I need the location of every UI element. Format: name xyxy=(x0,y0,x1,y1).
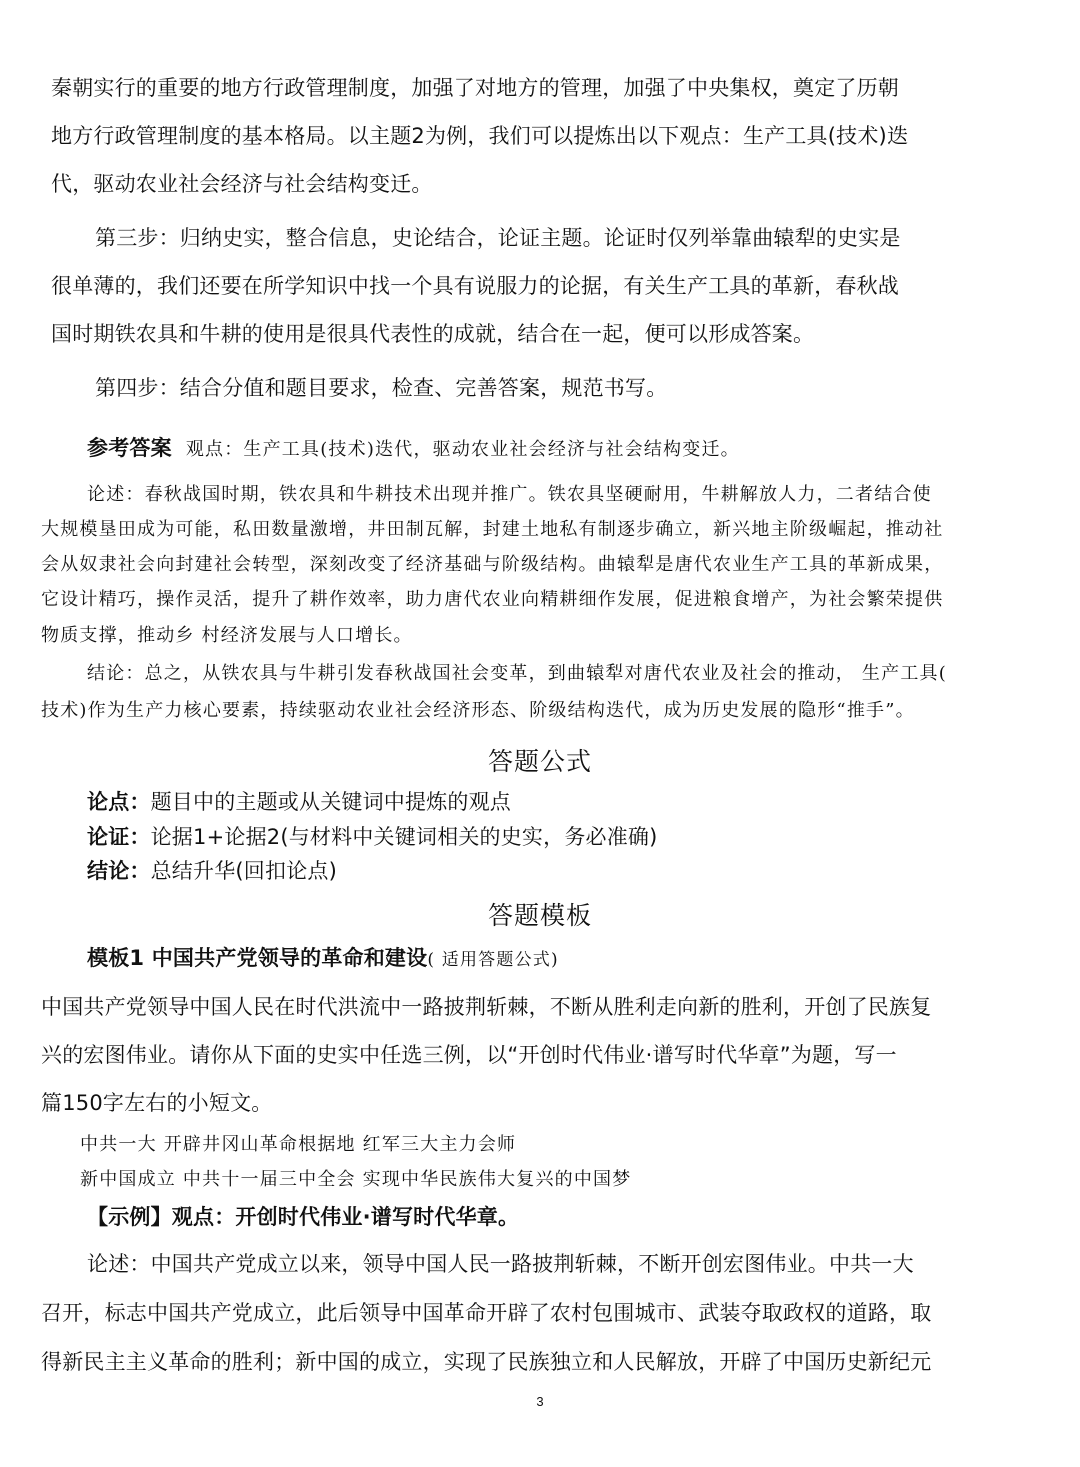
reference-label: 参考答案 xyxy=(87,436,172,460)
step3-line-3: 国时期铁农具和牛耕的使用是很具代表性的成就，结合在一起，便可以形成答案。 xyxy=(51,322,815,346)
formula-item-thesis xyxy=(87,786,511,816)
example-body-line-1: 论述：中国共产党成立以来，领导中国人民一路披荆斩棘，不断开创宏图伟业。中共一大 xyxy=(87,1252,914,1276)
formula-item-argument xyxy=(87,821,658,851)
reference-argument-line-3: 会从奴隶社会向封建社会转型，深刻改变了经济基础与阶级结构。曲辕犁是唐代农业生产工具的革新成果， xyxy=(41,554,944,575)
reference-argument-line-2: 大规模垦田成为可能，私田数量激增，井田制瓦解，封建土地私有制逐步确立，新兴地主阶级崛起，推动社 xyxy=(41,519,944,540)
template-heading-line xyxy=(87,942,559,972)
reference-argument-line-5: 物质支撑，推动乡 村经济发展与人口增长。 xyxy=(41,625,413,646)
step3-line-2: 很单薄的，我们还要在所学知识中找一个具有说服力的论据，有关生产工具的革新，春秋战 xyxy=(51,274,899,298)
template-title: 答题模板 xyxy=(487,901,592,930)
template-question-line-1: 中国共产党领导中国人民在时代洪流中一路披荆斩棘，不断从胜利走向新的胜利，开创了民族复 xyxy=(41,995,932,1019)
formula-item-text: 论据1+论据2(与材料中关键词相关的史实，务必准确) xyxy=(150,825,658,849)
formula-item-label: 论证： xyxy=(87,825,151,849)
reference-conclusion-line-1: 结论：总之，从铁农具与牛耕引发春秋战国社会变革，到曲辕犁对唐代农业及社会的推动， 生产工具( xyxy=(87,663,947,684)
page-number: 3 xyxy=(536,1394,544,1409)
formula-item-conclusion xyxy=(87,855,337,885)
reference-argument-line-4: 它设计精巧，操作灵活，提升了耕作效率，助力唐代农业向精耕细作发展，促进粮食增产，为社会繁荣提供 xyxy=(41,589,944,610)
intro-line-1: 秦朝实行的重要的地方行政管理制度，加强了对地方的管理，加强了中央集权，奠定了历朝 xyxy=(51,76,899,100)
reference-argument-line-1: 论述：春秋战国时期，铁农具和牛耕技术出现并推广。铁农具坚硬耐用，牛耕解放人力，二者结合使 xyxy=(87,484,932,505)
formula-item-label: 论点： xyxy=(87,790,151,814)
template-options-line-2: 新中国成立 中共十一届三中全会 实现中华民族伟大复兴的中国梦 xyxy=(80,1169,632,1190)
reference-viewpoint: 观点：生产工具(技术)迭代，驱动农业社会经济与社会结构变迁。 xyxy=(185,439,740,460)
intro-line-2: 地方行政管理制度的基本格局。以主题2为例，我们可以提炼出以下观点：生产工具(技术)迭 xyxy=(51,124,909,148)
reference-conclusion-line-2: 技术)作为生产力核心要素，持续驱动农业社会经济形态、阶级结构迭代，成为历史发展的隐形“推手”。 xyxy=(41,700,915,721)
formula-item-label: 结论： xyxy=(87,859,151,883)
example-body-line-2: 召开，标志中国共产党成立，此后领导中国革命开辟了农村包围城市、武装夺取政权的道路，取 xyxy=(41,1301,932,1325)
reference-viewpoint-line xyxy=(87,432,740,462)
formula-item-text: 总结升华(回扣论点) xyxy=(150,859,337,883)
step3-line-1: 第三步：归纳史实，整合信息，史论结合，论证主题。论证时仅列举靠曲辕犁的史实是 xyxy=(95,226,901,250)
formula-item-text: 题目中的主题或从关键词中提炼的观点 xyxy=(150,790,512,814)
example-heading: 【示例】观点：开创时代伟业·谱写时代华章。 xyxy=(87,1205,520,1229)
intro-line-3: 代，驱动农业社会经济与社会结构变迁。 xyxy=(51,172,433,196)
template-options-line-1: 中共一大 开辟井冈山革命根据地 红军三大主力会师 xyxy=(80,1134,517,1155)
example-body-line-3: 得新民主主义革命的胜利；新中国的成立，实现了民族独立和人民解放，开辟了中国历史新纪元 xyxy=(41,1350,932,1374)
step4-line: 第四步：结合分值和题目要求，检查、完善答案，规范书写。 xyxy=(95,376,668,400)
template-heading: 模板1 中国共产党领导的革命和建设 xyxy=(87,946,428,970)
formula-title: 答题公式 xyxy=(487,747,592,776)
template-heading-note: ( 适用答题公式) xyxy=(427,950,559,970)
template-question-line-3: 篇150字左右的小短文。 xyxy=(41,1091,273,1115)
template-question-line-2: 兴的宏图伟业。请你从下面的史实中任选三例，以“开创时代伟业·谱写时代华章”为题，写一 xyxy=(41,1043,897,1067)
